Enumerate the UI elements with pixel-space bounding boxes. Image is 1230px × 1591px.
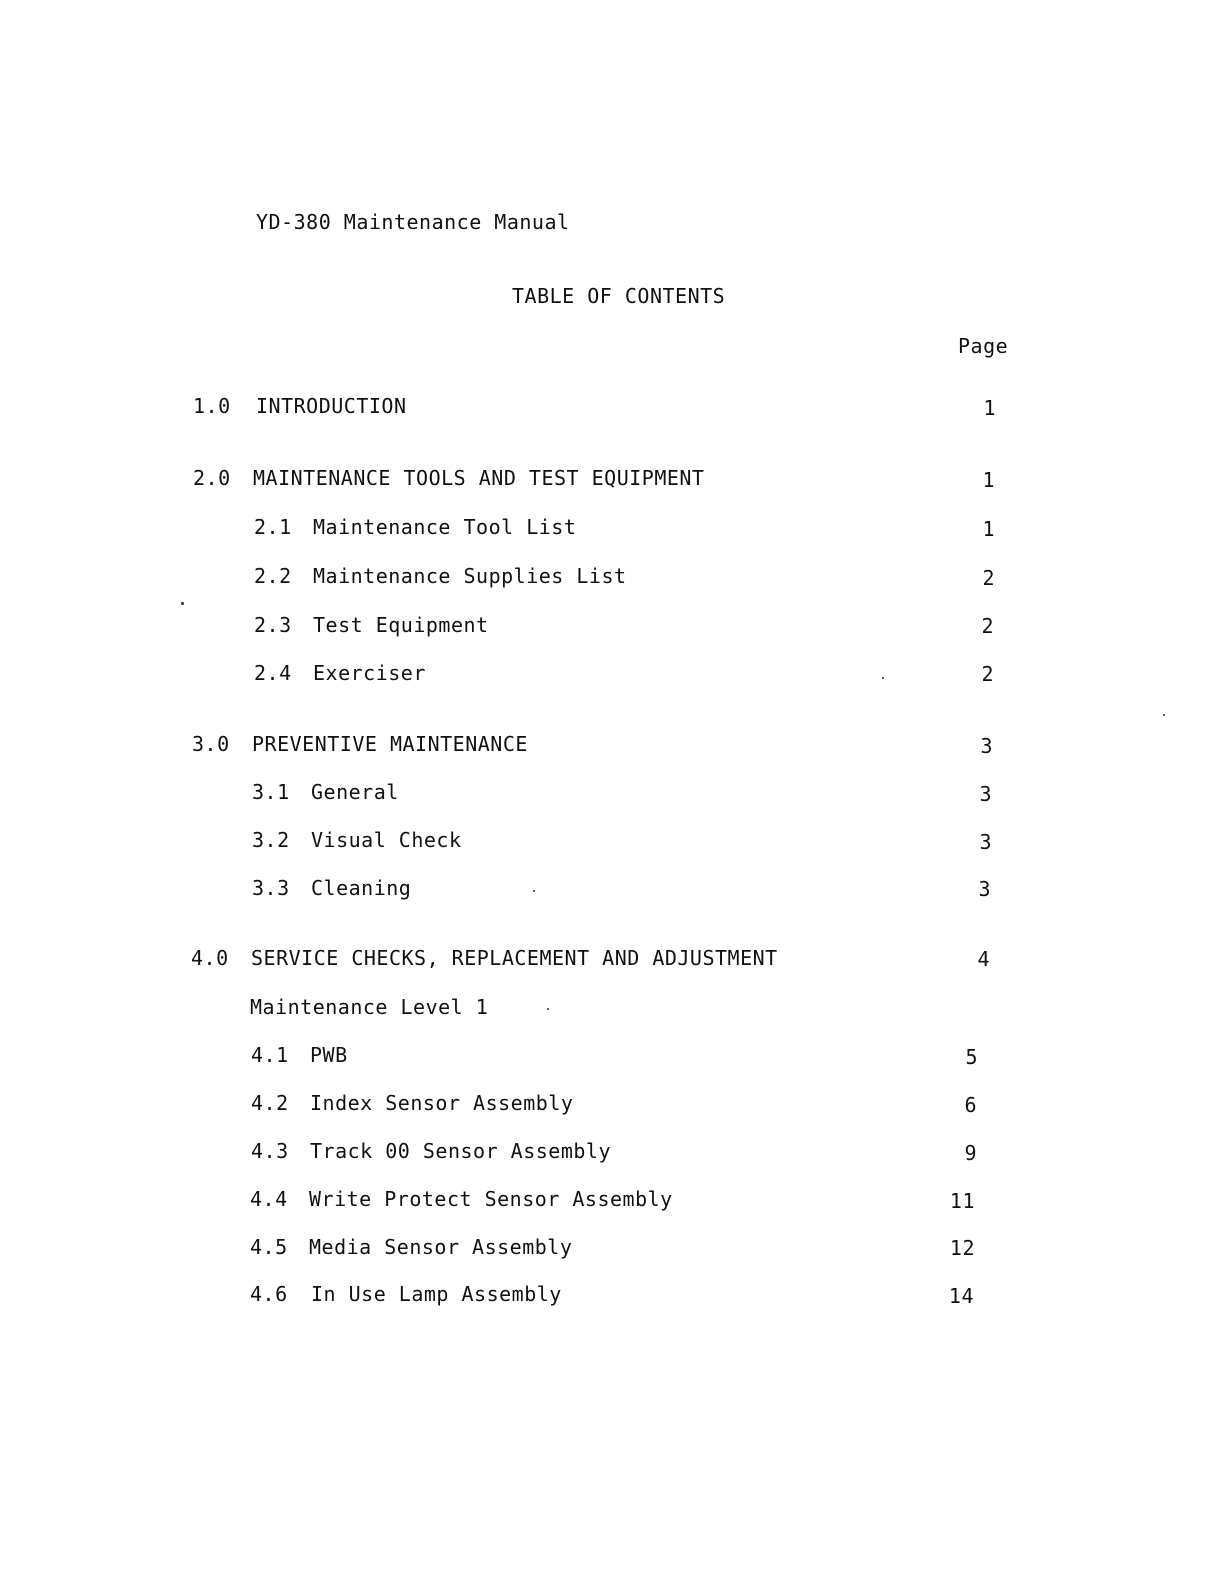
toc-subsection-number: 4.4 xyxy=(250,1187,288,1211)
toc-page-number: 4 xyxy=(977,947,990,971)
toc-subsection-title: PWB xyxy=(310,1043,348,1067)
toc-section-number: 2.0 xyxy=(193,466,231,490)
scan-speck xyxy=(1163,714,1165,716)
toc-section-title: INTRODUCTION xyxy=(256,394,407,418)
maintenance-level-label: Maintenance Level 1 xyxy=(250,995,489,1019)
toc-subsection-number: 4.6 xyxy=(250,1282,288,1306)
toc-subsection-title: Write Protect Sensor Assembly xyxy=(309,1187,673,1211)
toc-page-number: 9 xyxy=(964,1141,977,1165)
toc-page-number: 3 xyxy=(979,830,992,854)
toc-subsection-title: Exerciser xyxy=(313,661,426,685)
toc-page-number: 6 xyxy=(964,1093,977,1117)
toc-section-title: PREVENTIVE MAINTENANCE xyxy=(252,732,528,756)
document-title: YD-380 Maintenance Manual xyxy=(256,210,570,234)
toc-subsection-number: 3.2 xyxy=(252,828,290,852)
toc-subsection-number: 4.1 xyxy=(251,1043,289,1067)
scan-speck xyxy=(181,602,184,605)
scan-speck xyxy=(533,890,535,892)
toc-page-number: 1 xyxy=(982,468,995,492)
toc-subsection-title: Maintenance Tool List xyxy=(313,515,577,539)
toc-subsection-number: 3.1 xyxy=(252,780,290,804)
toc-page-number: 5 xyxy=(965,1045,978,1069)
toc-page-number: 3 xyxy=(980,734,993,758)
toc-page-number: 2 xyxy=(981,662,994,686)
toc-section-number: 1.0 xyxy=(193,394,231,418)
toc-subsection-number: 2.2 xyxy=(254,564,292,588)
toc-page-number: 14 xyxy=(948,1284,974,1308)
toc-page-number: 12 xyxy=(949,1236,975,1260)
toc-page-number: 1 xyxy=(983,396,996,420)
toc-section-number: 4.0 xyxy=(191,946,229,970)
toc-subsection-title: Index Sensor Assembly xyxy=(310,1091,574,1115)
toc-heading: TABLE OF CONTENTS xyxy=(512,284,726,308)
toc-subsection-number: 2.3 xyxy=(254,613,292,637)
toc-subsection-title: Track 00 Sensor Assembly xyxy=(310,1139,611,1163)
toc-subsection-title: Visual Check xyxy=(311,828,462,852)
toc-subsection-title: Media Sensor Assembly xyxy=(309,1235,573,1259)
toc-page-number: 3 xyxy=(979,782,992,806)
scan-speck xyxy=(882,677,884,679)
toc-subsection-number: 3.3 xyxy=(252,876,290,900)
toc-page-number: 3 xyxy=(978,877,991,901)
page-column-label: Page xyxy=(958,334,1009,358)
toc-subsection-title: Maintenance Supplies List xyxy=(313,564,627,588)
toc-subsection-number: 4.2 xyxy=(251,1091,289,1115)
toc-subsection-title: Test Equipment xyxy=(313,613,489,637)
toc-page-number: 2 xyxy=(981,614,994,638)
toc-page-number: 11 xyxy=(949,1189,975,1213)
toc-section-title: MAINTENANCE TOOLS AND TEST EQUIPMENT xyxy=(253,466,705,490)
toc-subsection-number: 2.4 xyxy=(254,661,292,685)
toc-page-number: 2 xyxy=(982,566,995,590)
toc-subsection-title: In Use Lamp Assembly xyxy=(311,1282,562,1306)
toc-subsection-number: 4.3 xyxy=(251,1139,289,1163)
toc-section-number: 3.0 xyxy=(192,732,230,756)
toc-section-title: SERVICE CHECKS, REPLACEMENT AND ADJUSTMENT xyxy=(251,946,778,970)
toc-subsection-number: 2.1 xyxy=(254,515,292,539)
toc-subsection-title: General xyxy=(311,780,399,804)
toc-subsection-number: 4.5 xyxy=(250,1235,288,1259)
toc-subsection-title: Cleaning xyxy=(311,876,412,900)
scan-speck xyxy=(547,1008,549,1010)
toc-page-number: 1 xyxy=(982,517,995,541)
